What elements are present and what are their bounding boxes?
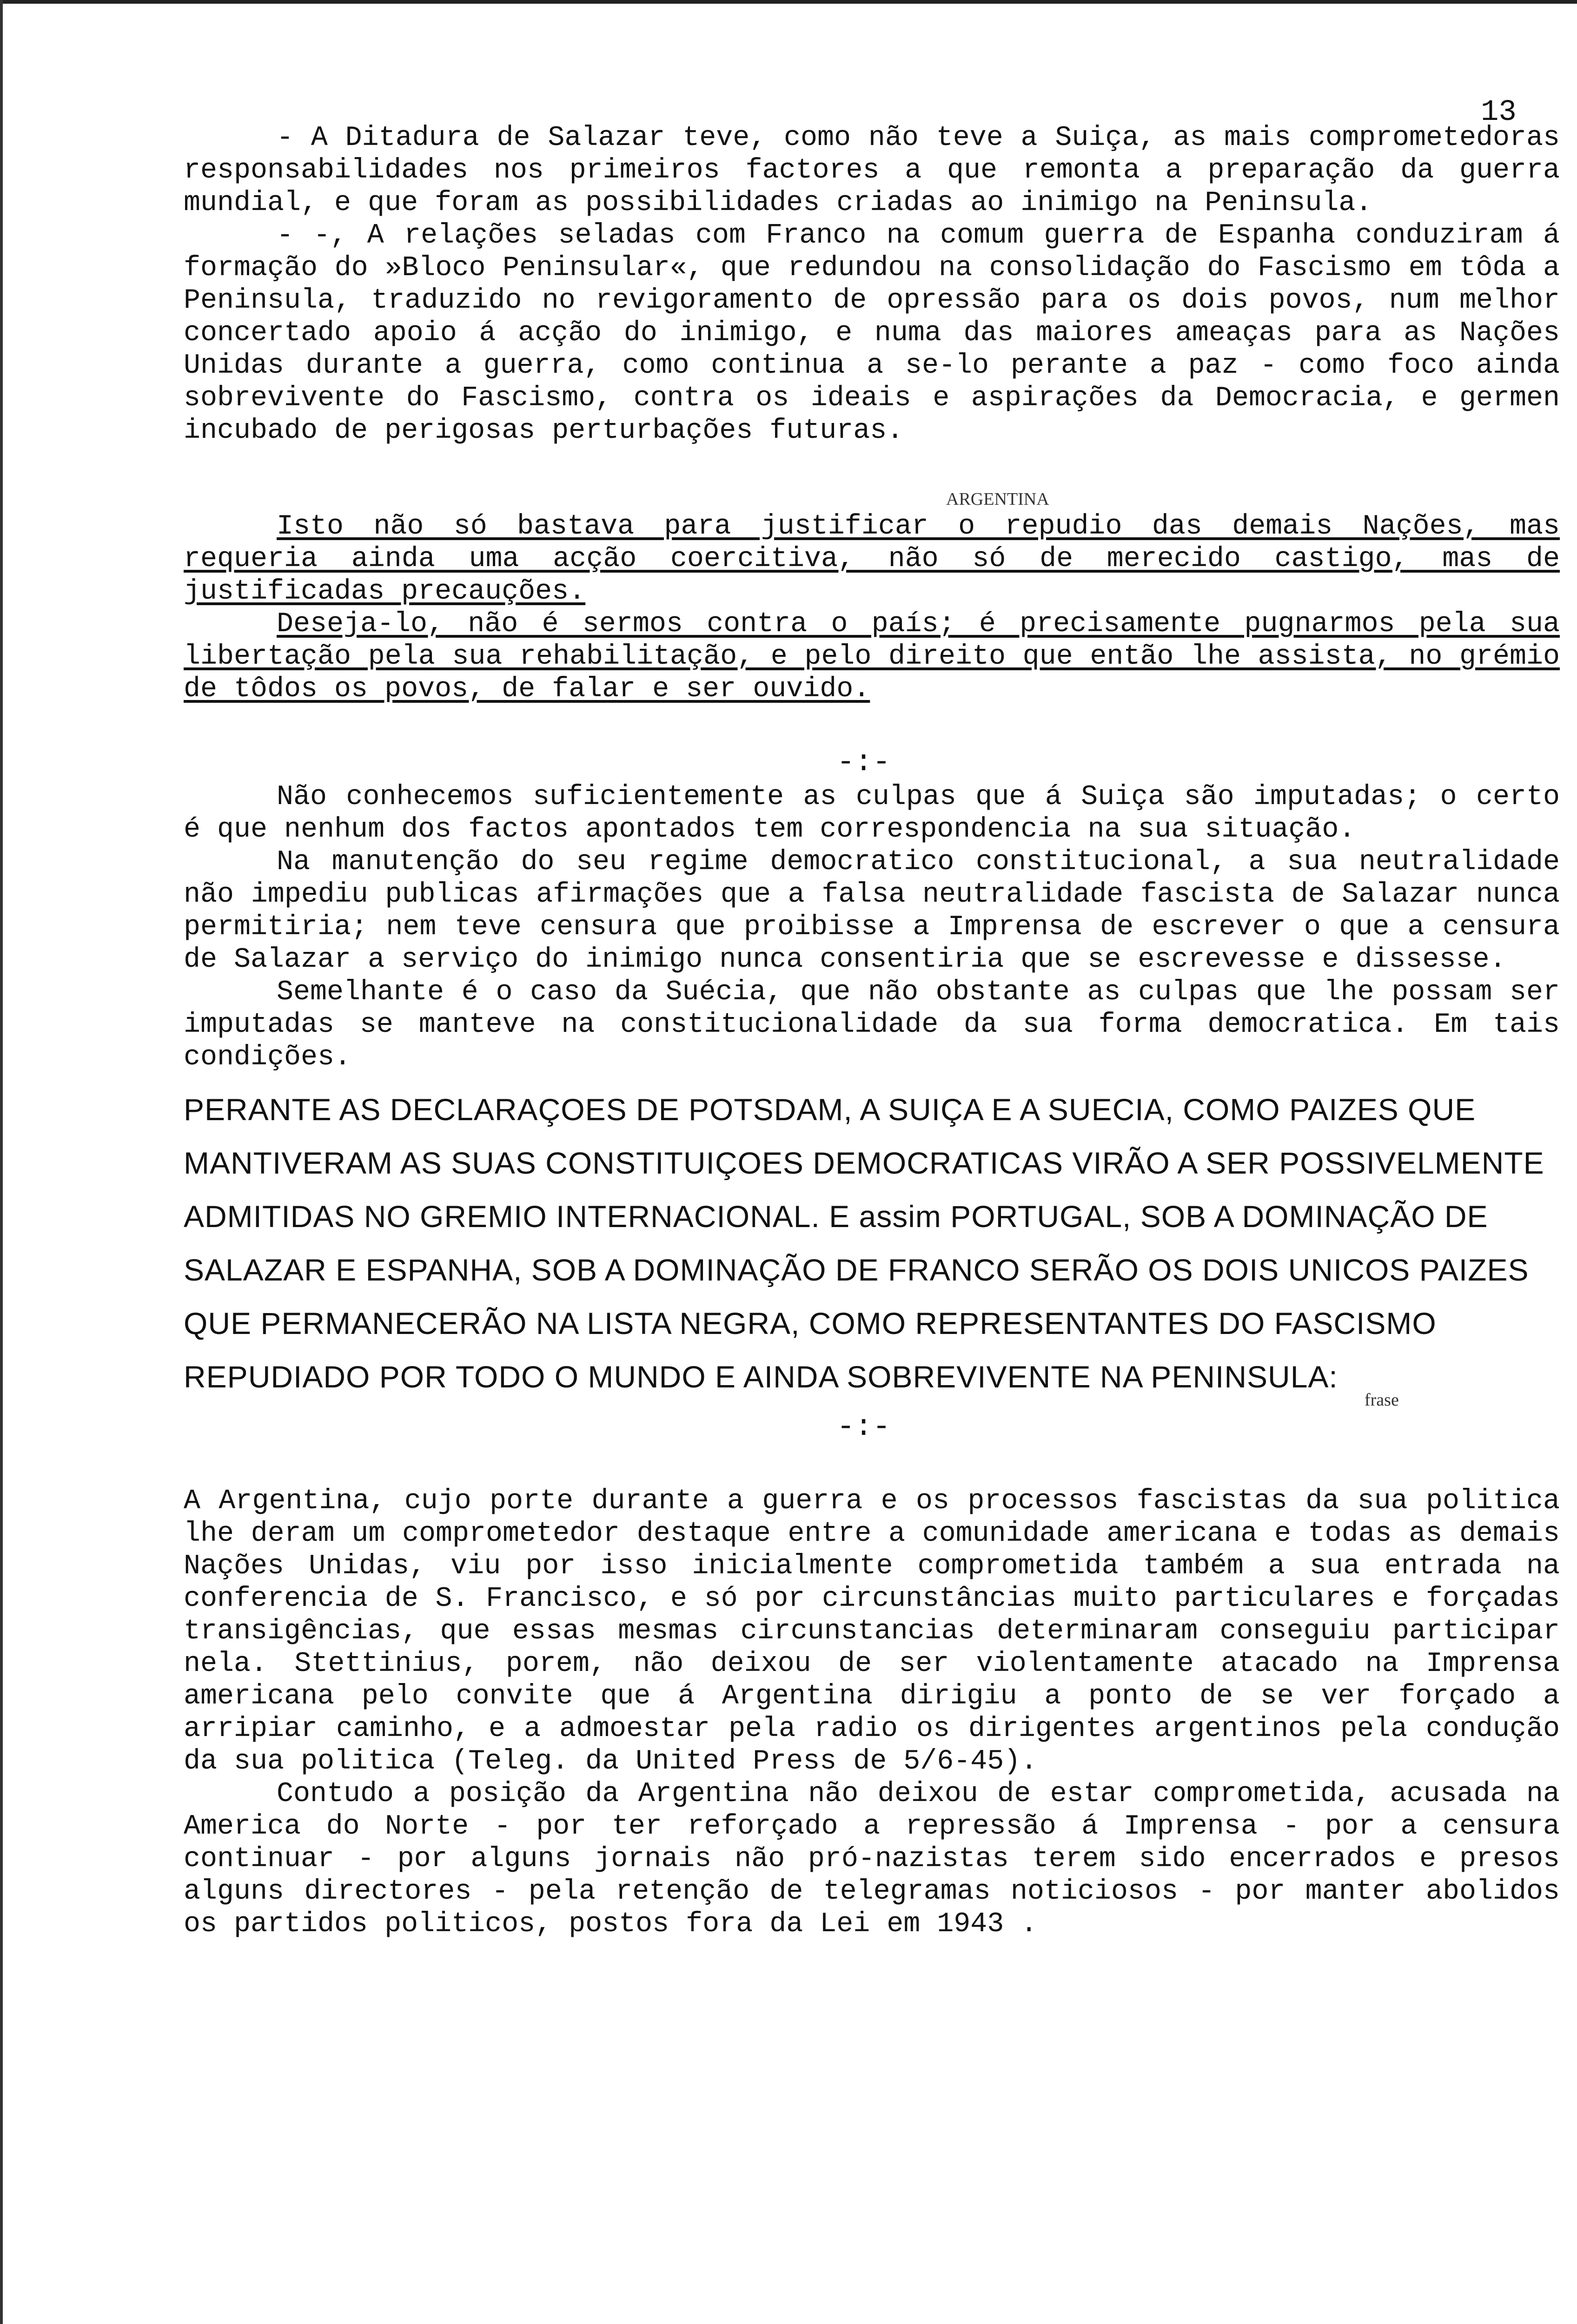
paragraph: Semelhante é o caso da Suécia, que não obstante as culpas que lhe possam ser imputadas se manteve na constitucionalidade da sua forma democratica. Em tais condições. — [184, 977, 1560, 1073]
underlined-paragraph: Isto não só bastava para justificar o repudio das demais Nações, mas requeria ainda uma acção coercitiva, não só de merecido castigo, mas de justificadas precauções. — [184, 511, 1560, 607]
section-argentina — [184, 1485, 1560, 1941]
paragraph: Na manutenção do seu regime democratico constitucional, a sua neutralidade não impediu publicas afirmações que a falsa neutralidade fascista de Salazar nunca permitiria; nem teve censura que proibisse a Imprensa de escrever o que a censura de Salazar a serviço do inimigo nunca consentiria que se escrevesse e dissesse. — [184, 846, 1560, 976]
page-number: 13 — [1481, 96, 1517, 129]
paragraph: A Argentina, cujo porte durante a guerra e os processos fascistas da sua politica lhe deram um comprometedor destaque entre a comunidade americana e todas as demais Nações Unidas, viu por isso inicialmente comprometida também a sua entrada na conferencia de S. Francisco, e só por circunstâncias muito particulares e forçadas transigências, que essas mesmas circunstancias determinaram conseguiu participar nela. Stettinius, porem, não deixou de ser violentamente atacado na Imprensa americana pelo convite que á Argentina dirigiu a ponto de se ver forçado a arripiar caminho, e a admoestar pela radio os dirigentes argentinos pela condução da sua politica (Teleg. da United Press de 5/6-45). — [184, 1486, 1560, 1777]
handwritten-note: frase — [1365, 1390, 1399, 1410]
potsdam-statement: PERANTE AS DECLARAÇOES DE POTSDAM, A SUIÇA E A SUECIA, COMO PAIZES QUE MANTIVERAM AS SUAS CONSTITUIÇOES DEMOCRATICAS VIRÃO A SER POSSIVELMENTE ADMITIDAS NO GREMIO INTERNACIONAL. E assim PORTUGAL, SOB A DOMINAÇÃO DE SALAZAR E ESPANHA, SOB A DOMINAÇÃO DE FRANCO SERÃO OS DOIS UNICOS PAIZES QUE PERMANECERÃO NA LISTA NEGRA, COMO REPRESENTANTES DO FASCISMO REPUDIADO POR TODO O MUNDO E AINDA SOBREVIVENTE NA PENINSULA: — [184, 1092, 1544, 1394]
paragraph: - A Ditadura de Salazar teve, como não teve a Suiça, as mais comprometedoras responsabilidades nos primeiros factores a que remonta a preparação da guerra mundial, e que foram as possibilidades criadas ao inimigo na Peninsula. — [184, 122, 1560, 219]
section-separator: -:- — [837, 746, 891, 779]
handwritten-note: ARGENTINA — [946, 489, 1049, 509]
page-border-left — [0, 0, 3, 2324]
underlined-paragraph: Deseja-lo, não é sermos contra o país; é precisamente pugnarmos pela sua libertação pela sua rehabilitação, e pelo direito que então lhe assista, no grémio de tôdos os povos, de falar e ser ouvido. — [184, 608, 1560, 705]
paragraph: Não conhecemos suficientemente as culpas que á Suiça são imputadas; o certo é que nenhum dos factos apontados tem correspondencia na sua situação. — [184, 781, 1560, 845]
section-separator: -:- — [837, 1411, 891, 1444]
section-suica — [184, 781, 1560, 1074]
section-salazar — [184, 122, 1560, 447]
page-border-top — [0, 0, 1577, 4]
section-repudio — [184, 510, 1560, 706]
paragraph: Contudo a posição da Argentina não deixou de estar comprometida, acusada na America do Norte - por ter reforçado a repressão á Imprensa - por a censura continuar - por alguns jornais não pró-nazistas terem sido encerrados e presos alguns directores - pela retenção de telegramas noticiosos - por manter abolidos os partidos politicos, postos fora da Lei em 1943 . — [184, 1778, 1560, 1940]
paragraph: - -, A relações seladas com Franco na comum guerra de Espanha conduziram á formação do »Bloco Peninsular«, que redundou na consolidação do Fascismo em tôda a Peninsula, traduzido no revigoramento de opressão para os dois povos, num melhor concertado apoio á acção do inimigo, e numa das maiores ameaças para as Nações Unidas durante a guerra, como continua a se-lo perante a paz - como foco ainda sobrevivente do Fascismo, contra os ideais e aspirações da Democracia, e germen incubado de perigosas perturbações futuras. — [184, 220, 1560, 447]
